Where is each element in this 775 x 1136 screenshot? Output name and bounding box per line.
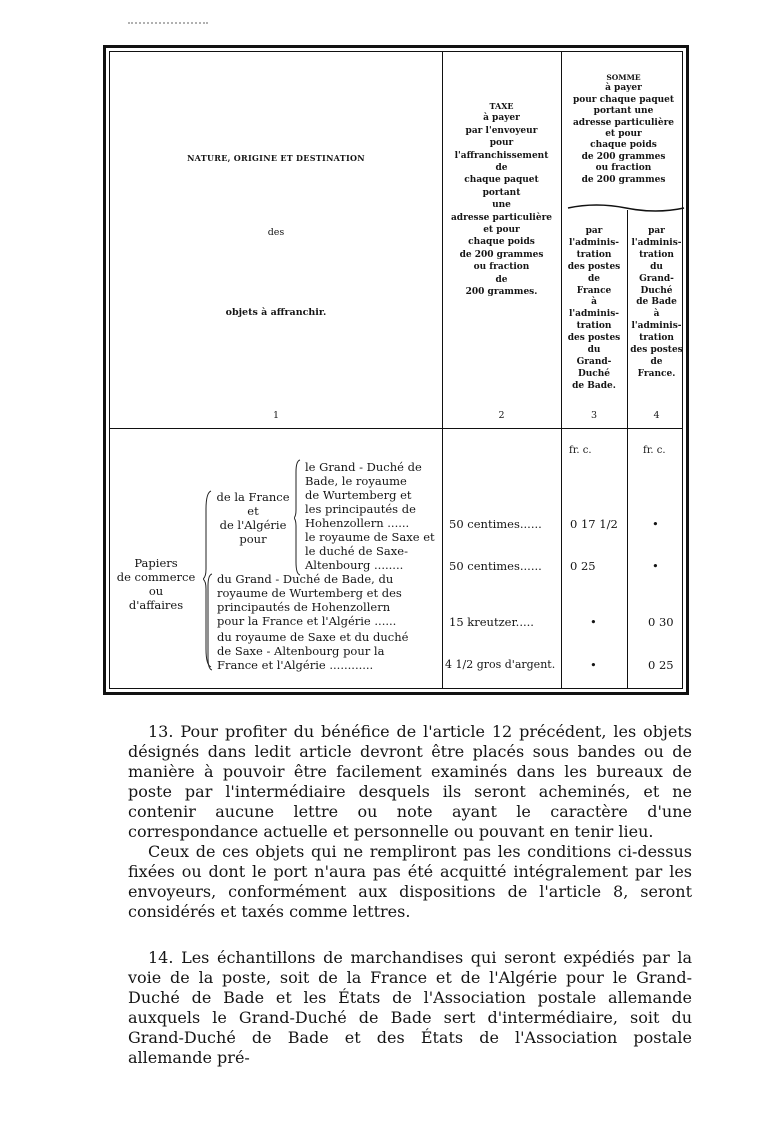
col2-head-line: chaque paquet (464, 175, 539, 186)
col2-head-line: de (495, 274, 508, 285)
category-line: de commerce (116, 570, 196, 584)
col4-head-line: par (648, 226, 665, 236)
col4-row-2: • (652, 559, 659, 573)
col34-head-line: chaque poids (590, 140, 657, 151)
col4-head-line: l'adminis- (631, 321, 682, 332)
col2-head-line: à payer (483, 113, 520, 124)
top-smudge (128, 22, 208, 30)
col34-head-line: ou fraction (595, 163, 652, 174)
row4-line: de Saxe - Altenbourg pour la (217, 644, 385, 658)
col34-head-line: et pour (605, 129, 642, 140)
paragraph-14: 14. Les échantillons de marchandises qui seront expédiés par la voie de la poste, soit de la France et de l'Algérie pour le Grand-Duché de Bade et les États de l'Association postale allemande auxquels le Grand-Duché de Bade sert d'intermédiaire, soit du Grand-Duché de Bade et des États de l'Association postale allemande pré- (128, 948, 692, 1067)
dest-line: les principautés de (305, 502, 416, 516)
col4-head-line: de Bade (636, 297, 677, 308)
col2-head-line: de 200 grammes (459, 249, 544, 260)
row3-description (217, 572, 402, 628)
col34-head-line: à payer (605, 83, 642, 94)
col2-head-line: adresse particulière (450, 212, 553, 223)
col3-unit: fr. c. (569, 445, 592, 456)
col34-header (561, 72, 686, 186)
col2-number: 2 (498, 410, 505, 421)
col3-row-4: • (590, 658, 597, 672)
col2-head-line: chaque poids (468, 237, 535, 248)
row4-line: du royaume de Saxe et du duché (217, 630, 409, 644)
col3-row-3: • (590, 615, 597, 629)
row3-line: royaume de Wurtemberg et des (217, 586, 402, 600)
col3-header (561, 226, 627, 393)
col2-head-line: l'affranchissement (454, 150, 549, 161)
paragraph-13a: 13. Pour profiter du bénéfice de l'article 12 précédent, les objets désignés dans ledit article devront être placés sous bandes ou de manière à pouvoir être facilement examinés dans les bureaux de poste par l'intermédiaire desquels ils seront acheminés, et ne contenir aucune lettre ou note ayant le caractère d'une correspondance actuelle et personnelle ou pouvant en tenir lieu. (128, 722, 692, 841)
col4-number: 4 (653, 410, 660, 421)
dest-line: de Wurtemberg et (305, 488, 412, 502)
category-label (112, 556, 200, 612)
col4-head-line: tration (639, 333, 674, 344)
col3-head-line: France (576, 285, 612, 296)
col2-head-line: par l'envoyeur (465, 125, 538, 136)
col3-head-line: de Bade. (572, 380, 616, 391)
destination-a1 (305, 460, 422, 530)
header-curve (566, 200, 686, 214)
tax-row-1: 50 centimes...... (449, 517, 542, 531)
col3-row-2: 0 25 (570, 559, 596, 573)
col1-header-line1: NATURE, ORIGINE ET DESTINATION (187, 153, 365, 163)
origin-line: et (247, 504, 259, 518)
row3-brace (206, 572, 214, 672)
dest-line: le duché de Saxe- (305, 544, 408, 558)
col3-head-line: des postes (567, 261, 621, 272)
col4-head-line: tration (639, 249, 674, 260)
col34-head-line: adresse particulière (572, 117, 675, 128)
tax-row-4: 4 1/2 gros d'argent. (445, 658, 556, 671)
dest-line: Altenbourg ........ (305, 558, 404, 572)
origin-line: de l'Algérie (219, 518, 287, 532)
col3-head-line: Duché (577, 368, 611, 379)
col2-head-line: pour (489, 138, 514, 149)
table-inner (109, 51, 683, 689)
dest-line: le Grand - Duché de (305, 460, 422, 474)
row3-line: du Grand - Duché de Bade, du (217, 572, 394, 586)
col3-head-line: par (585, 226, 603, 236)
col3-head-line: des postes (567, 333, 621, 344)
col1-header-line3: objets à affranchir. (225, 307, 327, 318)
col2-head-line: 200 grammes. (465, 287, 538, 298)
col3-head-line: à (591, 297, 597, 308)
col4-row-3: 0 30 (648, 615, 674, 629)
col34-head-line: de 200 grammes (581, 151, 666, 162)
tax-row-3: 15 kreutzer..... (449, 615, 534, 629)
col3-head-line: de (587, 273, 601, 284)
paragraph-13b: Ceux de ces objets qui ne rempliront pas les conditions ci-dessus fixées ou dont le port n'aura pas été acquitté intégralement par les envoyeurs, conformément aux dispositions de l'article 8, seront considérés et taxés comme lettres. (128, 842, 692, 921)
row3-line: pour la France et l'Algérie ...... (217, 614, 397, 628)
article-14 (128, 948, 692, 1068)
row4-description (217, 630, 408, 672)
col1-header-line2: des (267, 227, 285, 238)
col2-head-line: une (492, 200, 511, 211)
tax-row-2: 50 centimes...... (449, 559, 542, 573)
article-13 (128, 722, 692, 922)
category-line: d'affaires (128, 598, 184, 612)
origin-line: pour (239, 532, 267, 546)
col34-head-line: portant une (593, 106, 654, 117)
col4-unit: fr. c. (643, 445, 666, 456)
col34-head-line: SOMME (606, 73, 641, 82)
col2-header (442, 100, 561, 299)
col4-row-1: • (652, 517, 659, 531)
category-line: ou (148, 584, 164, 598)
col2-head-line: portant (482, 187, 521, 198)
col34-head-line: pour chaque paquet (572, 94, 675, 105)
dest-line: Bade, le royaume (305, 474, 407, 488)
col4-head-line: de (650, 356, 663, 367)
origin-line: de la France (216, 490, 290, 504)
dest-line: le royaume de Saxe et (305, 530, 435, 544)
col4-head-line: du (650, 261, 663, 272)
col34-head-line: de 200 grammes (581, 174, 666, 185)
col4-head-line: à (653, 309, 660, 320)
col3-number: 3 (590, 410, 598, 421)
col3-head-line: du (587, 345, 601, 356)
origin-a-label (213, 490, 293, 546)
col4-head-line: des postes (630, 345, 683, 356)
col3-head-line: Grand- (576, 356, 612, 367)
row4-line: France et l'Algérie ............ (217, 658, 374, 672)
dest-line: Hohenzollern ...... (305, 516, 410, 530)
row3-line: principautés de Hohenzollern (217, 600, 391, 614)
col4-head-line: Grand- (639, 273, 674, 284)
col4-header (627, 226, 686, 381)
col2-head-line: de (495, 163, 508, 174)
destination-brace (294, 458, 302, 576)
col3-row-1: 0 17 1/2 (570, 517, 618, 531)
destination-a2 (305, 530, 435, 572)
col3-head-line: tration (576, 249, 612, 260)
col4-head-line: Duché (640, 285, 673, 296)
tariff-table (103, 45, 689, 695)
col4-head-line: France. (637, 368, 676, 379)
col2-head-line: ou fraction (473, 262, 530, 273)
category-line: Papiers (134, 556, 178, 570)
col2-head-line: TAXE (489, 101, 514, 111)
col2-head-line: et pour (483, 225, 520, 236)
col1-number: 1 (272, 410, 280, 421)
col3-head-line: tration (576, 321, 612, 332)
header-divider (110, 428, 682, 429)
col3-head-line: l'adminis- (568, 309, 619, 320)
col4-row-4: 0 25 (648, 658, 674, 672)
col3-head-line: l'adminis- (568, 237, 619, 248)
col4-head-line: l'adminis- (631, 237, 682, 248)
